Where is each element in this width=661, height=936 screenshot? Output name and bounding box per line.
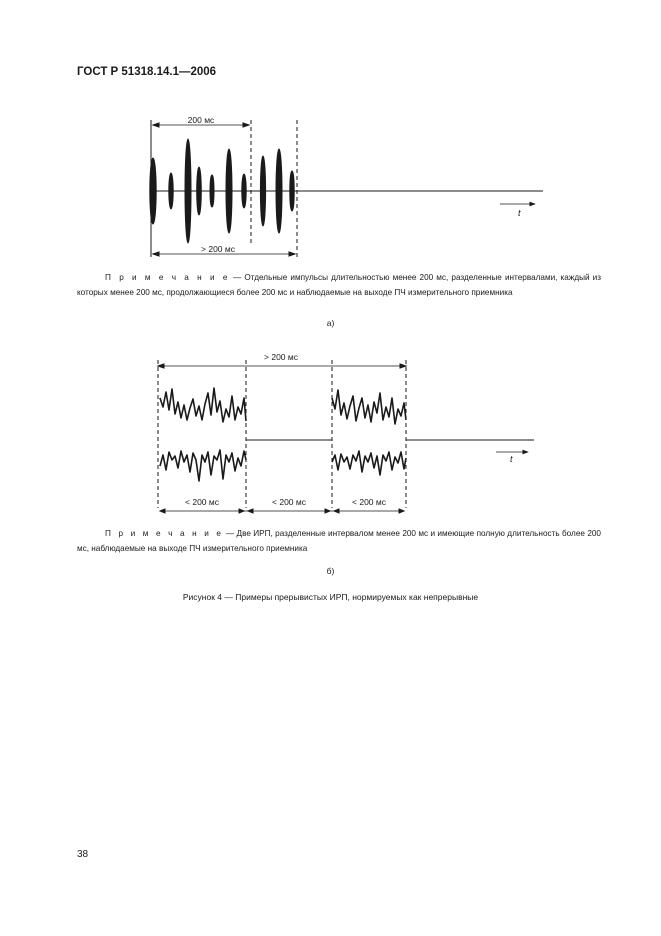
page-number: 38	[77, 849, 89, 860]
figure-a-caption: а)	[326, 318, 335, 328]
fig-b-bottom-arrow-right	[399, 509, 404, 513]
note-text: — Отдельные импульсы длительностью менее 200 мс, разделенные интервалами, каждый из которых менее 200 мс, продолжающиеся более 200 мс и наблюдаемые на выходе ПЧ измерительного приемника	[77, 273, 601, 297]
figure-a-note	[77, 270, 601, 300]
pulse	[169, 173, 173, 209]
fig-a-bottom-arrow-left	[153, 252, 159, 256]
note-label: П р и м е ч а н и е	[105, 529, 224, 538]
note-text: — Две ИРП, разделенные интервалом менее 200 мс и имеющие полную длительность более 200 мс, наблюдаемые на выходе ПЧ измерительного приемника	[77, 529, 601, 553]
fig-a-top-arrow-left	[153, 123, 159, 127]
fig-b-bottom-arrow-3	[248, 509, 253, 513]
pulse	[242, 174, 246, 208]
pulse	[197, 167, 202, 215]
fig-b-label-3: < 200 мс	[352, 497, 386, 507]
fig-b-label-2: < 200 мс	[272, 497, 306, 507]
pulse	[185, 139, 191, 243]
burst-1-upper	[160, 388, 246, 422]
note-label: П р и м е ч а н и е	[105, 273, 230, 282]
pulse	[210, 175, 214, 207]
pulse	[276, 149, 282, 233]
fig-b-axis-label: t	[510, 454, 513, 464]
fig-b-bottom-arrow-5	[334, 509, 339, 513]
burst-2-upper	[332, 390, 406, 424]
figure-b-caption: б)	[326, 566, 335, 576]
figure-b-diagram	[158, 360, 534, 513]
fig-b-bottom-arrow-2	[239, 509, 244, 513]
fig-a-bottom-label: > 200 мс	[201, 244, 235, 254]
fig-b-bottom-arrow-left	[160, 509, 165, 513]
pulse	[150, 158, 156, 224]
document-header: ГОСТ Р 51318.14.1—2006	[77, 66, 217, 78]
fig-a-bottom-arrow-right	[289, 252, 295, 256]
fig-b-label-1: < 200 мс	[185, 497, 219, 507]
burst-2-lower	[332, 451, 406, 475]
fig-b-bottom-arrow-4	[325, 509, 330, 513]
burst-1-lower	[160, 450, 246, 481]
fig-a-top-label: 200 мс	[187, 115, 215, 125]
pulse	[290, 171, 294, 211]
figure-caption: Рисунок 4 — Примеры прерывистых ИРП, нормируемых как непрерывные	[182, 592, 479, 602]
pulse	[260, 156, 265, 226]
figure-a-diagram	[150, 120, 543, 257]
fig-a-axis-label: t	[518, 208, 521, 218]
figure-b-note	[77, 526, 601, 556]
pulse	[226, 149, 232, 233]
fig-a-top-arrow-right	[243, 123, 249, 127]
fig-b-top-arrow-left	[158, 364, 164, 368]
fig-b-top-arrow-right	[400, 364, 406, 368]
fig-b-top-label: > 200 мс	[264, 352, 298, 362]
